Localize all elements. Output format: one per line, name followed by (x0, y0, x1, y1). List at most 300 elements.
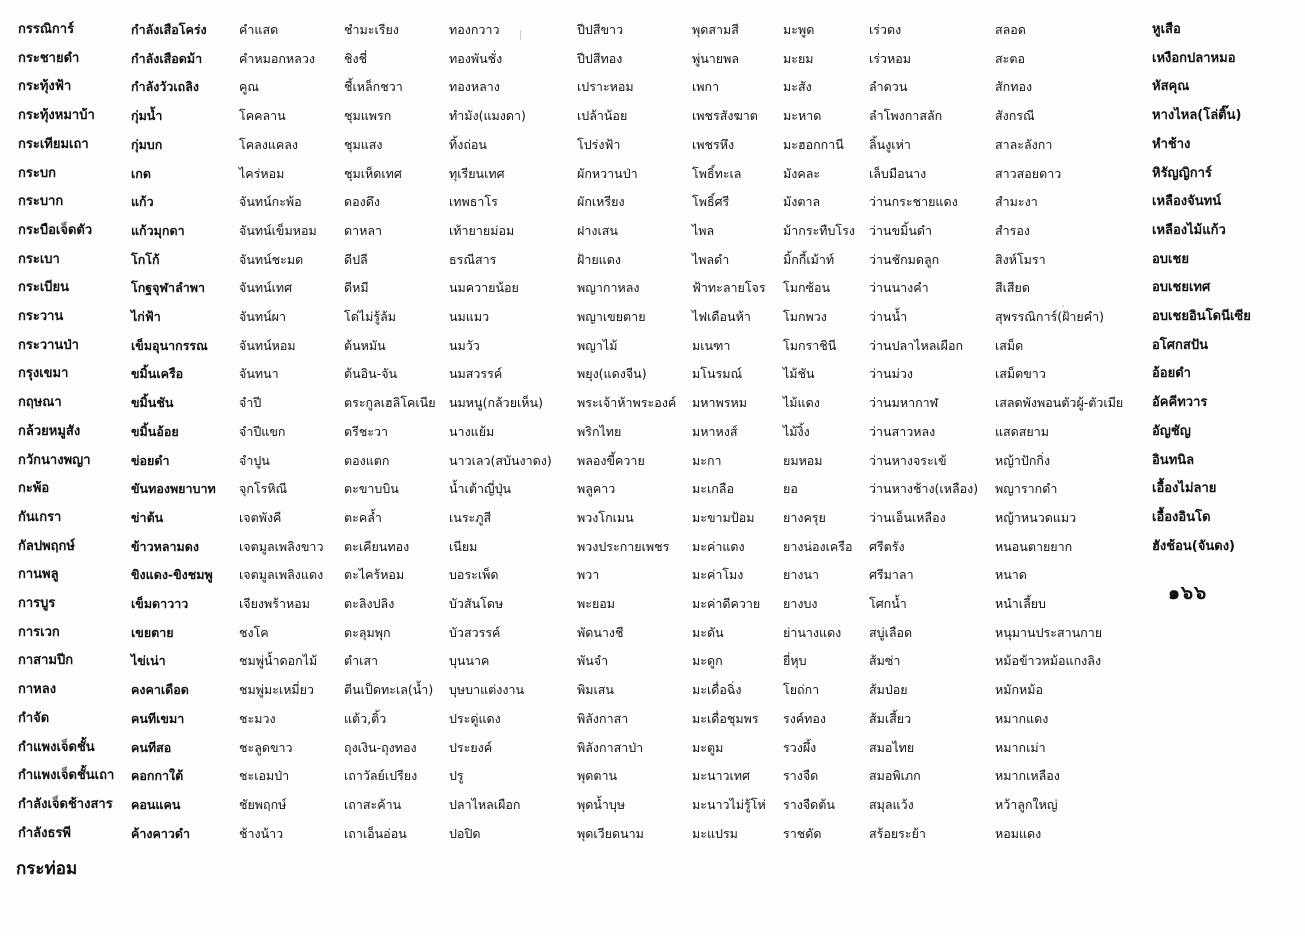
plant-name: คนทีเขมา (131, 710, 185, 726)
plant-name: เพกา (692, 79, 720, 95)
plant-name: พญารากดำ (995, 481, 1058, 497)
plant-name: โกฐจุฬาลำพา (131, 280, 206, 296)
plant-name: มะนาวเทศ (692, 768, 750, 784)
plant-name: เหลืองไม้แก้ว (1152, 222, 1226, 238)
plant-name: นมแมว (449, 309, 490, 324)
plant-name: ชะเอมป่า (239, 768, 290, 784)
plant-name: ลำดวน (869, 79, 908, 95)
plant-name: กุ่มบก (131, 136, 163, 152)
plant-name: ขมิ้นอ้อย (131, 423, 179, 439)
plant-name: สีเสียด (995, 280, 1030, 296)
plant-name: พวงโกเมน (577, 509, 634, 525)
plant-name: คอนแคน (131, 796, 181, 812)
plant-name: ว่านนางคำ (869, 280, 929, 296)
plant-name: ชิงชี่ (344, 50, 368, 66)
plant-name: แก้วมุกดา (131, 222, 185, 238)
plant-name: จำปูน (239, 452, 270, 468)
plant-name: ผักหวานป่า (577, 165, 638, 181)
plant-name: หมากแดง (995, 710, 1049, 726)
plant-name: พลูคาว (577, 481, 616, 497)
plant-name: ไม้งิ้ง (783, 423, 810, 439)
plant-name: รวงผึ้ง (783, 739, 817, 755)
plant-name: กำลังเสือดม้า (131, 50, 203, 66)
plant-name: โปร่งฟ้า (577, 136, 621, 152)
plant-name: ตะลุมพุก (344, 624, 391, 640)
plant-name: การเวก (18, 624, 60, 640)
plant-name: เหลืองจันทน์ (1152, 194, 1222, 210)
plant-name: เจียงพร้าหอม (239, 596, 310, 611)
plant-name: ทองพันชั่ง (449, 50, 503, 66)
plant-name: อัคคีทวาร (1152, 395, 1208, 411)
plant-name: ทุเรียนเทศ (449, 165, 505, 181)
plant-name: เนียม (449, 538, 478, 554)
plant-name: ชมพู่น้ำดอกไม้ (239, 653, 318, 669)
plant-name: หนอนตายยาก (995, 538, 1073, 554)
plant-name: เปราะหอม (577, 79, 634, 95)
plant-name: ถุงเงิน-ถุงทอง (344, 739, 417, 755)
plant-name: ต้นอิน-จัน (344, 366, 398, 382)
plant-name: ข่าต้น (131, 509, 164, 525)
plant-name: สาวสอยดาว (995, 165, 1062, 181)
plant-name: กวักนางพญา (18, 452, 91, 468)
plant-name: พวงประกายเพชร (577, 538, 670, 554)
plant-name: ทองกวาว (449, 22, 500, 37)
plant-name: ว่านหางจระเข้ (869, 452, 947, 468)
plant-name: มะค่าโมง (692, 567, 744, 583)
plant-name: เสม็ด (995, 337, 1024, 353)
plant-name: กระทุ้งหมาบ้า (18, 108, 95, 124)
plant-name: พวา (577, 567, 600, 583)
plant-name: น้ำเต้าญี่ปุ่น (449, 481, 512, 497)
plant-name: โมกราชินี (783, 337, 837, 353)
plant-name: ลิ้นงูเห่า (869, 136, 911, 152)
plant-name: สักทอง (995, 79, 1033, 95)
plant-name: ปีปสีขาว (577, 22, 624, 37)
page-number: ๑๖๖ (1168, 582, 1208, 604)
plant-name: ประยงค์ (449, 739, 493, 755)
plant-name: มเนฑา (692, 337, 731, 353)
plant-name: กำลังเจ็ดช้างสาร (18, 796, 113, 812)
plant-name: เท้ายายม่อม (449, 222, 515, 238)
plant-name: สุพรรณิการ์(ฝ้ายคำ) (995, 309, 1104, 324)
plant-name: พริกไทย (577, 423, 622, 439)
plant-name: อ้อยดำ (1152, 366, 1191, 382)
plant-name: คงคาเดือด (131, 682, 189, 698)
plant-name: กำลังเสือโคร่ง (131, 22, 207, 37)
plant-name: พู่นายพล (692, 50, 740, 66)
plant-name: ดีหมี (344, 280, 369, 296)
plant-name: พญาเขยตาย (577, 309, 646, 324)
plant-name: แก้ว (131, 194, 154, 210)
plant-name: ขิงแดง-ขิงชมพู (131, 567, 213, 583)
plant-name: เร่วหอม (869, 50, 911, 66)
plant-name: ส้มซ่า (869, 653, 901, 669)
plant-name: ไคร่หอม (239, 165, 285, 181)
plant-name: อินทนิล (1152, 452, 1195, 468)
plant-name: เขยตาย (131, 624, 174, 640)
plant-name: หมากเหลือง (995, 768, 1060, 784)
plant-name: หนาด (995, 567, 1027, 583)
plant-name: ราชดัด (783, 825, 822, 841)
plant-name: คำแสด (239, 22, 279, 37)
plant-name: ว่านมหากาฬ (869, 395, 939, 411)
plant-name: อบเชยอินโดนีเซีย (1152, 309, 1251, 324)
plant-name: รางจืด (783, 768, 819, 784)
plant-name: ตะขาบบิน (344, 481, 399, 497)
plant-name: เข็มอุนากรรณ (131, 337, 208, 353)
plant-name: ตะเคียนทอง (344, 538, 410, 554)
plant-name: ปรู (449, 768, 464, 784)
plant-name: คำหมอกหลวง (239, 50, 315, 66)
plant-name: นางแย้ม (449, 423, 495, 439)
plant-name: บัวสันโดษ (449, 596, 504, 611)
plant-name: รงค์ทอง (783, 710, 827, 726)
plant-name: โมกพวง (783, 309, 827, 324)
plant-name: มะหาด (783, 108, 822, 124)
plant-name: ส้มเสี้ยว (869, 710, 912, 726)
plant-name: มะยม (783, 50, 814, 66)
plant-name: พะยอม (577, 596, 616, 611)
plant-name: สำรอง (995, 222, 1030, 238)
plant-name: จันทน์ผา (239, 309, 286, 324)
plant-name: ย่านางแดง (783, 624, 842, 640)
plant-name: ธรณีสาร (449, 251, 497, 267)
plant-name: สำมะงา (995, 194, 1038, 210)
plant-name: มิ้กกี้เม้าท์ (783, 251, 835, 267)
plant-name: มังตาล (783, 194, 821, 210)
plant-name: กาสามปีก (18, 653, 74, 669)
plant-name: เนระภูสี (449, 509, 492, 525)
plant-name: สะตอ (995, 50, 1025, 66)
plant-name: ข่อยดำ (131, 452, 170, 468)
plant-name: กระชายดำ (18, 50, 80, 66)
plant-name: กระบก (18, 165, 56, 181)
plant-name: พระเจ้าห้าพระองค์ (577, 395, 677, 411)
plant-name: เถาสะค้าน (344, 796, 402, 812)
plant-name: มังคละ (783, 165, 821, 181)
footer-plant-name: กระท่อม (16, 859, 78, 879)
plant-name: คอกกาใต้ (131, 768, 184, 784)
plant-name: โคคลาน (239, 108, 286, 124)
plant-name: มหาหงส์ (692, 423, 738, 439)
plant-name: เจตมูลเพลิงขาว (239, 538, 324, 554)
plant-name: ว่านสาวหลง (869, 423, 936, 439)
plant-name: จุกโรหิณี (239, 481, 288, 497)
plant-name: ตองแตก (344, 452, 390, 468)
plant-name: เถาเอ็นอ่อน (344, 825, 407, 841)
plant-name: ปีปสีทอง (577, 50, 623, 66)
plant-name: มหาพรหม (692, 395, 747, 411)
plant-name: แสดสยาม (995, 423, 1050, 439)
plant-name: มะค่าดีควาย (692, 596, 761, 611)
plant-name: พิลังกาสา (577, 710, 629, 726)
plant-name: ตะไคร้หอม (344, 567, 405, 583)
plant-name: ดีปลี (344, 251, 368, 267)
plant-name: นมสวรรค์ (449, 366, 503, 382)
plant-name: ขันทองพยาบาท (131, 481, 216, 497)
plant-name: เข็มดาวาว (131, 596, 189, 611)
plant-name: เทพธาโร (449, 194, 498, 210)
plant-name: ตีนเป็ดทะเล(น้ำ) (344, 682, 434, 698)
plant-name: ไม้ชัน (783, 366, 815, 382)
plant-name: ตำเสา (344, 653, 379, 669)
plant-name: หัสคุณ (1152, 79, 1190, 95)
plant-name: ชงโค (239, 624, 269, 640)
plant-name: เอื้องอินโด (1152, 509, 1211, 525)
plant-name: กุ่มน้ำ (131, 108, 163, 124)
plant-name: กระเบา (18, 251, 60, 267)
plant-name: มะค่าแดง (692, 538, 745, 554)
plant-name: ฝ้ายแดง (577, 251, 621, 267)
plant-name: กฤษณา (18, 395, 62, 411)
plant-name: กรุงเขมา (18, 366, 69, 382)
plant-name: ว่านปลาไหลเผือก (869, 337, 964, 353)
plant-name: ส้มป่อย (869, 682, 908, 698)
plant-name: มะดัน (692, 624, 724, 640)
plant-name: ชำมะเรียง (344, 22, 399, 37)
plant-name: บุนนาค (449, 653, 490, 669)
plant-name: จันทน์หอม (239, 337, 296, 353)
plant-name: ลำโพงกาสลัก (869, 108, 943, 124)
plant-name: กระวานป่า (18, 337, 79, 353)
plant-name: ไม้แดง (783, 395, 820, 411)
plant-name: ไพล (692, 222, 715, 238)
plant-name: สาละลังกา (995, 136, 1053, 152)
plant-name: ทำมัง(แมงดา) (449, 108, 526, 124)
plant-name: ปลาไหลเผือก (449, 796, 521, 812)
plant-name: ว่านหางช้าง(เหลือง) (869, 481, 979, 497)
plant-name: โพธิ์ศรี (692, 194, 730, 210)
plant-name: ไก่ฟ้า (131, 309, 161, 324)
plant-name: ชัยพฤกษ์ (239, 796, 287, 812)
plant-name: สังกรณี (995, 108, 1035, 124)
plant-name: ยางบง (783, 596, 818, 611)
plant-name: ว่านกระชายแดง (869, 194, 958, 210)
plant-name: มะนาวไม่รู้โห่ (692, 796, 766, 812)
plant-name: สมุลแว้ง (869, 796, 914, 812)
plant-name: สลอด (995, 22, 1026, 37)
plant-name: มะเดื่อฉิ่ง (692, 682, 742, 698)
plant-name: สบู่เลือด (869, 624, 913, 640)
plant-name: บุษบาแต่งงาน (449, 682, 525, 698)
plant-name: อบเชย (1152, 251, 1189, 267)
plant-name: หญ้าหนวดแมว (995, 509, 1077, 525)
plant-name: ชุมแพรก (344, 108, 392, 124)
plant-name: ศรีมาลา (869, 567, 914, 583)
plant-name: มะเกลือ (692, 481, 734, 497)
plant-name: มะดูก (692, 653, 723, 669)
scan-speck (520, 30, 521, 40)
plant-name: เพชรหึง (692, 136, 735, 152)
plant-name: ช้างน้าว (239, 825, 284, 841)
plant-name: สมอไทย (869, 739, 915, 755)
plant-name: กำจัด (18, 710, 50, 726)
plant-name: หนำเลี้ยบ (995, 596, 1046, 611)
plant-name: ยางนา (783, 567, 820, 583)
plant-name: ตระกูลเฮลิโคเนีย (344, 395, 436, 411)
plant-name: เจตมูลเพลิงแดง (239, 567, 324, 583)
plant-name: บอระเพ็ด (449, 567, 499, 583)
plant-name: ไพลดำ (692, 251, 730, 267)
plant-name: พันจำ (577, 653, 609, 669)
plant-name: กล้วยหมูสัง (18, 423, 81, 439)
plant-name: สิงห์โมรา (995, 251, 1046, 267)
plant-name: กรรณิการ์ (18, 22, 75, 37)
plant-name: กระทุ้งฟ้า (18, 79, 72, 95)
plant-name: นมควายน้อย (449, 280, 519, 296)
plant-name: พลองขี้ควาย (577, 452, 645, 468)
plant-name: กำแพงเจ็ดชั้นเถา (18, 768, 115, 784)
plant-name: ฟ้าทะลายโจร (692, 280, 766, 296)
plant-name: ชี้เหล็กชวา (344, 79, 403, 95)
plant-name: พุดสามสี (692, 22, 739, 37)
plant-name: กาหลง (18, 682, 57, 698)
plant-name: ผักเหรียง (577, 194, 625, 210)
plant-name: เจตพังคี (239, 509, 282, 525)
plant-name: อัญชัญ (1152, 423, 1191, 439)
plant-name: ประดู่แดง (449, 710, 501, 726)
plant-name: มะฮอกกานี (783, 136, 844, 152)
plant-name: หูเสือ (1152, 22, 1181, 37)
plant-name: โศกน้ำ (869, 596, 907, 611)
plant-name: จันทน์เข็มหอม (239, 222, 317, 238)
plant-name: พิมเสน (577, 682, 614, 698)
plant-name: ทิ้งถ่อน (449, 136, 487, 152)
plant-name: เถาวัลย์เปรียง (344, 768, 418, 784)
plant-name: ชะลูดขาว (239, 739, 293, 755)
plant-name: ฝางเสน (577, 222, 618, 238)
plant-name: มะเดื่อชุมพร (692, 710, 759, 726)
plant-name: กระบาก (18, 194, 64, 210)
plant-name: กันเกรา (18, 509, 62, 525)
plant-name: บัวสวรรค์ (449, 624, 501, 640)
plant-name: จำปีแขก (239, 423, 286, 439)
plant-name: ดาหลา (344, 222, 383, 238)
plant-name: ว่านน้ำ (869, 309, 908, 324)
plant-name: หญ้าปักกิ่ง (995, 452, 1051, 468)
plant-name: เร่วดง (869, 22, 902, 37)
plant-name: อโศกสปัน (1152, 337, 1208, 353)
plant-name: ว่านขมิ้นดำ (869, 222, 933, 238)
plant-name: พญาไม้ (577, 337, 618, 353)
plant-name: ยมหอม (783, 452, 823, 468)
plant-name: โกโก้ (131, 251, 160, 267)
plant-name: ศรีตรัง (869, 538, 905, 554)
plant-name: พุดเวียดนาม (577, 825, 644, 841)
plant-name: ค้างคาวดำ (131, 825, 191, 841)
plant-name: คนทีสอ (131, 739, 172, 755)
plant-name: เปล้าน้อย (577, 108, 628, 124)
plant-name: มะสัง (783, 79, 812, 95)
plant-name: กำลังวัวเถลิง (131, 79, 199, 95)
plant-name: ยี่หุบ (783, 653, 807, 669)
plant-name: นมหนู(กล้วยเห็น) (449, 395, 543, 411)
plant-name: ตะคล้ำ (344, 509, 382, 525)
plant-name: ชุมเห็ดเทศ (344, 165, 402, 181)
plant-name: มะแปรม (692, 825, 738, 841)
plant-name: กัลปพฤกษ์ (18, 538, 75, 554)
plant-name: หนุมานประสานกาย (995, 624, 1103, 640)
plant-name: ขมิ้นชัน (131, 395, 174, 411)
plant-name: สมอพิเภก (869, 768, 921, 784)
plant-name: มะตูม (692, 739, 724, 755)
plant-name: หิรัญญิการ์ (1152, 165, 1212, 181)
plant-name: จันทนา (239, 366, 279, 382)
plant-name: จันทน์เทศ (239, 280, 293, 296)
plant-name: กำแพงเจ็ดชั้น (18, 739, 95, 755)
plant-name: พัดนางชี (577, 624, 624, 640)
plant-name: นาวเลว(สบันงาดง) (449, 452, 552, 468)
plant-name: แต้ว,ติ้ว (344, 710, 387, 726)
plant-name: กระบือเจ็ดตัว (18, 222, 93, 238)
plant-name: หางไหล(โล่ติ๊น) (1152, 108, 1242, 124)
plant-name: พิลังกาสาป่า (577, 739, 644, 755)
plant-name: มะขามป้อม (692, 509, 755, 525)
plant-name: รางจืดต้น (783, 796, 835, 812)
plant-name: หำช้าง (1152, 136, 1191, 152)
plant-name: ชุมแสง (344, 136, 383, 152)
plant-name: มะกา (692, 452, 722, 468)
plant-name: ไฟเดือนห้า (692, 309, 751, 324)
plant-name: โมกซ้อน (783, 280, 831, 296)
plant-name: มโนรมณ์ (692, 366, 743, 382)
plant-name: ชะมวง (239, 710, 276, 726)
plant-name: โพธิ์ทะเล (692, 165, 742, 181)
plant-name: ว่านเอ็นเหลือง (869, 509, 946, 525)
plant-name: คูณ (239, 79, 259, 95)
plant-name: ว่านชักมดลูก (869, 251, 940, 267)
plant-name: โด่ไม่รู้ล้ม (344, 309, 396, 324)
plant-name: กำลังธรพี (18, 825, 71, 841)
plant-name: ว่านม่วง (869, 366, 913, 382)
plant-name: เพชรสังฆาต (692, 108, 758, 124)
plant-name: ดองดึง (344, 194, 380, 210)
plant-name: หม้อข้าวหม้อแกงลิง (995, 653, 1102, 669)
plant-name: กะพ้อ (18, 481, 50, 497)
plant-name: ข้าวหลามดง (131, 538, 199, 554)
plant-name: กระวาน (18, 309, 64, 324)
plant-name: นมวัว (449, 337, 480, 353)
plant-name: เสม็ดขาว (995, 366, 1046, 382)
plant-name: โคลงแคลง (239, 136, 299, 152)
plant-name: หมักหม้อ (995, 682, 1044, 698)
plant-name: มะพูด (783, 22, 815, 37)
plant-name: ยอ (783, 481, 798, 497)
plant-name: จำปี (239, 395, 262, 411)
plant-name: ม้ากระทืบโรง (783, 222, 855, 238)
plant-name: เอื้องไม่ลาย (1152, 481, 1217, 497)
plant-name: การบูร (18, 596, 56, 611)
plant-name: หมากเม่า (995, 739, 1046, 755)
plant-name: หอมแดง (995, 825, 1042, 841)
plant-name: ต้นหมัน (344, 337, 386, 353)
plant-name: เสลดพังพอนตัวผู้-ตัวเมีย (995, 395, 1124, 411)
plant-name: ตะลิงปลิง (344, 596, 395, 611)
plant-name: สร้อยระย้า (869, 825, 926, 841)
plant-name: อบเชยเทศ (1152, 280, 1211, 296)
plant-name: กานพลู (18, 567, 59, 583)
plant-name: ไข่เน่า (131, 653, 166, 669)
plant-name: กระเบียน (18, 280, 70, 296)
plant-name: เหงือกปลาหมอ (1152, 50, 1236, 66)
plant-name: ทองหลาง (449, 79, 500, 95)
plant-name: ชมพู่มะเหมี่ยว (239, 682, 315, 698)
plant-name: จันทน์ชะมด (239, 251, 304, 267)
plant-name: ยางน่องเครือ (783, 538, 853, 554)
plant-name: จันทน์กะพ้อ (239, 194, 302, 210)
plant-name: ขมิ้นเครือ (131, 366, 184, 382)
plant-name: ฮังช้อน(จันดง) (1152, 538, 1235, 554)
